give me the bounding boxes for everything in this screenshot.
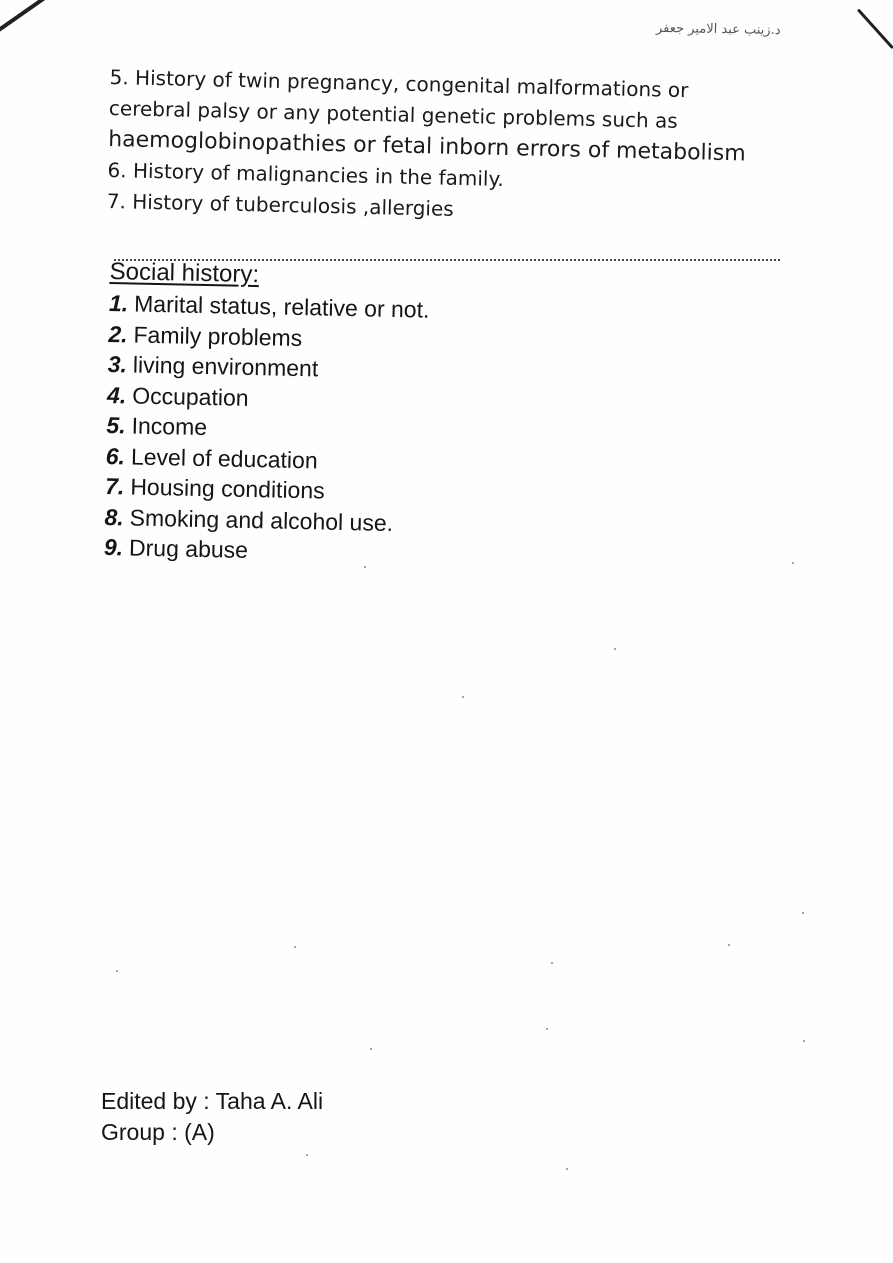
scan-speck <box>294 946 296 948</box>
item-number: 8. <box>104 503 125 530</box>
header-author: د.زينب عبد الامير جعفر <box>656 20 782 39</box>
social-history-section <box>104 256 710 575</box>
scan-speck <box>116 970 118 972</box>
family-history-line: cerebral palsy or any potential genetic problems such as <box>108 95 679 133</box>
scan-speck <box>614 648 616 650</box>
item-number: 4. <box>106 381 127 408</box>
item-number: 3. <box>107 350 128 378</box>
corner-scan-mark-left <box>0 0 54 34</box>
item-text: Occupation <box>132 381 249 411</box>
item-number: 7. <box>104 472 125 500</box>
item-number: 5. <box>106 411 126 439</box>
scan-speck <box>370 1048 372 1050</box>
item-text: Income <box>131 412 208 441</box>
item-text: Housing conditions <box>130 473 325 504</box>
edited-by: Edited by : Taha A. Ali <box>101 1088 324 1114</box>
scan-speck <box>364 566 366 568</box>
scan-speck <box>803 1040 805 1042</box>
social-history-list <box>104 288 710 575</box>
scan-speck <box>551 962 553 964</box>
scan-speck <box>546 1028 548 1030</box>
scan-speck <box>306 1154 308 1156</box>
corner-scan-mark-right <box>857 8 893 49</box>
scan-speck <box>566 1168 568 1170</box>
scan-speck <box>802 912 804 914</box>
family-history-line: 6. History of malignancies in the family. <box>107 157 505 191</box>
scan-speck <box>728 944 730 946</box>
scan-speck <box>792 562 794 564</box>
item-text: Level of education <box>130 442 318 473</box>
item-text: Family problems <box>133 321 303 351</box>
family-history-line: 7. History of tuberculosis ,allergies <box>106 188 455 221</box>
social-history-heading: Social history: <box>109 257 260 289</box>
family-history-line: haemoglobinopathies or fetal inborn errors of metabolism <box>107 126 746 167</box>
item-text: Smoking and alcohol use. <box>129 503 394 536</box>
scan-speck <box>462 696 464 698</box>
item-number: 1. <box>108 289 129 317</box>
item-text: Marital status, relative or not. <box>133 290 430 323</box>
group-label: Group : (A) <box>101 1119 215 1145</box>
footer-credits <box>101 1086 323 1148</box>
family-history-list <box>106 62 779 232</box>
item-number: 6. <box>105 442 126 469</box>
item-number: 2. <box>108 320 128 347</box>
item-number: 9. <box>103 533 124 561</box>
item-text: living environment <box>132 351 319 382</box>
family-history-line: 5. History of twin pregnancy, congenital malformations or <box>109 64 689 103</box>
item-text: Drug abuse <box>128 534 249 563</box>
